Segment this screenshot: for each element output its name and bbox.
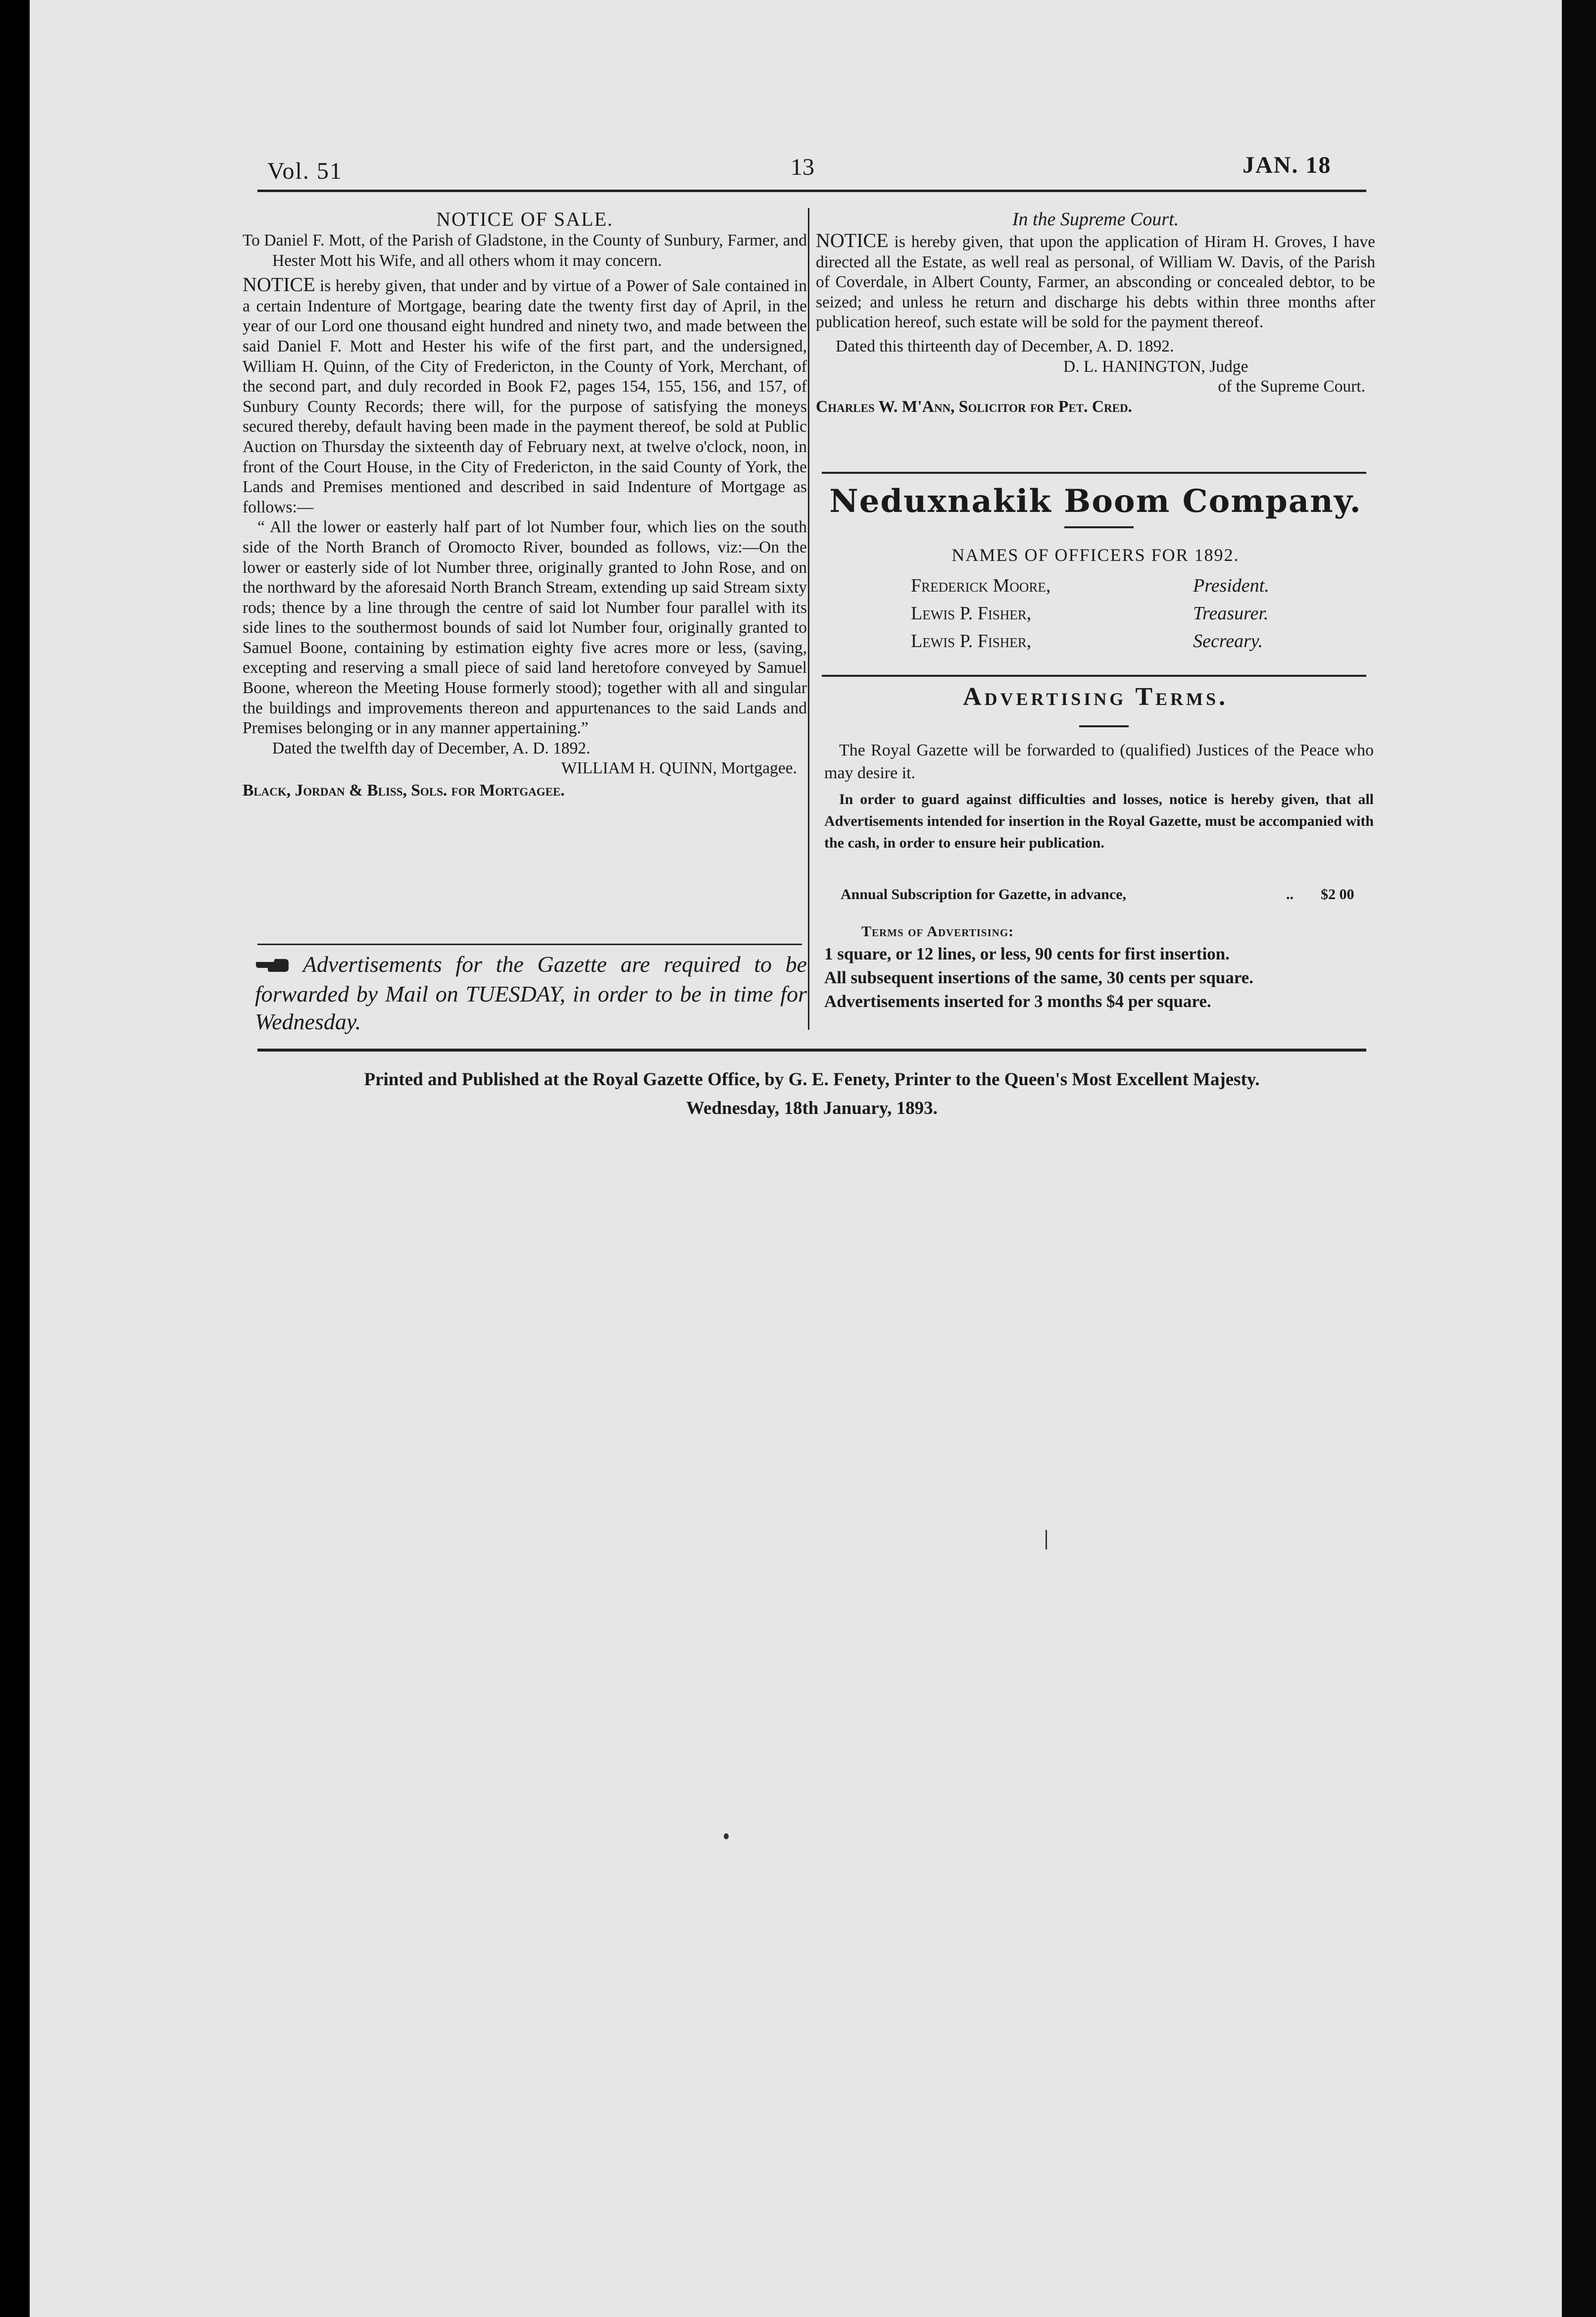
terms-notice: In order to guard against difficulties and losses, notice is hereby given, that all Advertisements intended for insertion in the Royal Gazette, must be accompanied with the cash, in order to ensure heir publication. [824, 791, 1374, 851]
supreme-court-body [816, 231, 1375, 333]
officer-role: Treasurer. [1193, 603, 1269, 624]
terms-list [824, 942, 1374, 1013]
property-description: “ All the lower or easterly half part of lot Number four, which lies on the south side of the North Branch of Oromocto River, bounded as follows, viz:—On the lower or easterly side of lot Number three, originally granted to John Rose, and on the northward by the aforesaid North Branch Stream, extending up said Stream sixty rods; thence by a line through the centre of said lot Number four parallel with its side lines to the southermost bounds of said lot Number four, originally granted to Samuel Boone, containing by estimation eighty five acres more or less, (saving, excepting and reserving a small piece of said land heretofore conveyed by Samuel Boone, whereon the Meeting House formerly stood); together with all and singular the buildings and improvements thereon and appurtenances to the said Lands and Premises belonging or in any manner appertaining.” [243, 518, 807, 738]
publication-date-line: Wednesday, 18th January, 1893. [686, 1098, 938, 1118]
notice-body-text: is hereby given, that under and by virtue of a Power of Sale contained in a certain Indenture of Mortgage, bearing date the twenty first day of April, in the year of our Lord one thousand eight hundred and ninety two, and made between the said Daniel F. Mott and Hester his wife of the first part, and the undersigned, William H. Quinn, of the City of Fredericton, in the County of York, Merchant, of the second part, and duly recorded in Book F2, pages 154, 155, 156, and 157, of Sunbury County Records; there will, for the purpose of satisfying the moneys secured thereby, default having been made in the payment thereof, be sold at Public Auction on Thursday the sixteenth day of February next, at twelve o'clock, noon, in front of the Court House, in the City of Fredericton, in the said County of York, the Lands and Premises mentioned and described in said Indenture of Mortgage as follows:— [243, 277, 807, 516]
issue-date: JAN. 18 [1243, 152, 1332, 178]
terms-line: 1 square, or 12 lines, or less, 90 cents for first insertion. [824, 944, 1230, 963]
terms-intro: The Royal Gazette will be forwarded to (qualified) Justices of the Peace who may desire it. [824, 741, 1374, 782]
notice-end-rule [257, 944, 802, 945]
advertising-terms-title: Advertising Terms. [962, 683, 1229, 711]
officer-row [911, 600, 1356, 627]
volume-label: Vol. 51 [267, 158, 343, 184]
notice-dated: Dated the twelfth day of December, A. D. 1892. [272, 739, 591, 757]
boom-short-rule [1064, 526, 1134, 528]
notice-of-sale [243, 208, 807, 801]
advertisement-deadline-text: Advertisements for the Gazette are required to be forwarded by Mail on TUESDAY, in order to be in time for Wednesday. [255, 952, 807, 1035]
notice-of-sale-title: NOTICE OF SALE. [436, 208, 613, 230]
court-notice-body: is hereby given, that upon the application of Hiram H. Groves, I have directed all the Estate, as well real as personal, of William W. Davis, of the Parish of Coverdale, in Albert County, Farmer, an absconding or concealed debtor, to be seized; and unless he return and discharge his debts within three months after publication hereof, such estate will be sold for the payment thereof. [816, 233, 1375, 332]
column-divider [808, 208, 809, 1030]
officer-row [911, 627, 1356, 655]
mortgagee-solicitors: Black, Jordan & Bliss, Sols. for Mortgagee. [243, 781, 565, 800]
mortgagee-signature: WILLIAM H. QUINN, Mortgagee. [561, 759, 797, 778]
officer-name: Lewis P. Fisher, [911, 603, 1032, 624]
officers-subtitle: NAMES OF OFFICERS FOR 1892. [951, 545, 1240, 565]
footer-rule [257, 1049, 1366, 1052]
officer-role: President. [1193, 575, 1269, 596]
officers-list [911, 572, 1356, 655]
printer-line: Printed and Published at the Royal Gazette Office, by G. E. Fenety, Printer to the Queen's Most Excellent Majesty. [364, 1069, 1260, 1090]
advertisement-deadline-note [255, 951, 807, 1036]
terms-heading: Terms of Advertising: [861, 923, 1014, 940]
boom-end-rule [822, 675, 1366, 677]
terms-line: Advertisements inserted for 3 months $4 per square. [824, 992, 1211, 1011]
subscription-label: Annual Subscription for Gazette, in advance, [841, 886, 1126, 903]
court-dated: Dated this thirteenth day of December, A. D. 1892. [836, 337, 1174, 355]
boom-company-title: Neduxnakik Boom Company. [829, 483, 1362, 520]
officer-name: Frederick Moore, [911, 575, 1051, 596]
supreme-court-title: In the Supreme Court. [1012, 209, 1179, 230]
court-notice-lead: NOTICE [816, 229, 889, 252]
scan-speck [724, 1833, 729, 1839]
judge-name: D. L. HANINGTON, Judge [1063, 357, 1248, 376]
subscription-dots: .. [1286, 886, 1294, 903]
header-rule [257, 190, 1366, 192]
court-solicitor: Charles W. M'Ann, Solicitor for Pet. Cred. [816, 397, 1132, 416]
judge-title: of the Supreme Court. [1218, 377, 1365, 396]
court-end-rule [822, 472, 1366, 474]
terms-line: All subsequent insertions of the same, 30 cents per square. [824, 968, 1253, 987]
page-number: 13 [791, 154, 814, 180]
pointing-hand-icon [255, 953, 290, 980]
officer-row [911, 572, 1356, 600]
subscription-price: $2 00 [1321, 886, 1354, 903]
notice-of-sale-body [243, 275, 807, 517]
officer-role: Secreary. [1193, 631, 1263, 652]
subscription-row [841, 886, 1365, 903]
notice-lead: NOTICE [243, 273, 315, 296]
officer-name: Lewis P. Fisher, [911, 631, 1032, 652]
terms-short-rule [1079, 725, 1129, 727]
scan-speck [1046, 1530, 1047, 1550]
notice-of-sale-address: To Daniel F. Mott, of the Parish of Gladstone, in the County of Sunbury, Farmer, and Hester Mott his Wife, and all others whom it may concern. [243, 231, 807, 270]
supreme-court-notice [816, 208, 1375, 417]
scan-border [1562, 0, 1596, 2317]
